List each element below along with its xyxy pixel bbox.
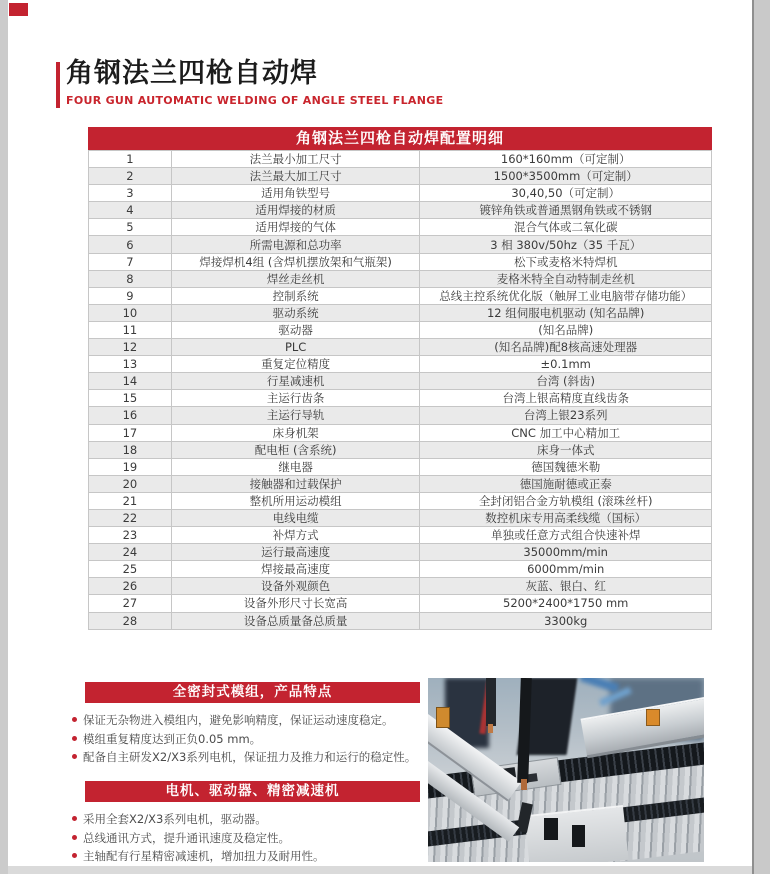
table-row (89, 236, 712, 253)
table-cell-name: 接触器和过载保护 (171, 475, 420, 492)
spec-table-grid (88, 150, 712, 630)
table-cell-name: 整机所用运动模组 (171, 492, 420, 509)
table-cell-no: 8 (89, 270, 172, 287)
feature-section (72, 781, 420, 866)
table-cell-name: 行星减速机 (171, 373, 420, 390)
table-cell-no: 13 (89, 356, 172, 373)
photo-shape (486, 678, 496, 726)
table-cell-no: 28 (89, 612, 172, 629)
table-cell-no: 1 (89, 151, 172, 168)
table-row (89, 544, 712, 561)
table-cell-no: 10 (89, 304, 172, 321)
spec-table (88, 127, 712, 630)
table-row (89, 151, 712, 168)
table-cell-no: 19 (89, 458, 172, 475)
table-cell-value: 台湾上银23系列 (420, 407, 712, 424)
table-cell-no: 17 (89, 424, 172, 441)
table-cell-value: 单独或任意方式组合快速补焊 (420, 527, 712, 544)
table-cell-no: 3 (89, 185, 172, 202)
table-cell-value: 德国施耐德或正泰 (420, 475, 712, 492)
table-cell-no: 26 (89, 578, 172, 595)
table-row (89, 424, 712, 441)
table-cell-name: PLC (171, 339, 420, 356)
table-row (89, 390, 712, 407)
page-margin-bottom (8, 866, 752, 874)
table-cell-no: 4 (89, 202, 172, 219)
table-cell-value: 1500*3500mm（可定制） (420, 168, 712, 185)
table-row (89, 612, 712, 629)
photo-shape (436, 707, 450, 727)
table-row (89, 304, 712, 321)
machine-photo (428, 678, 704, 862)
table-cell-value: 松下或麦格米特焊机 (420, 253, 712, 270)
table-cell-name: 适用角铁型号 (171, 185, 420, 202)
table-cell-no: 20 (89, 475, 172, 492)
table-cell-name: 适用焊接的材质 (171, 202, 420, 219)
table-cell-name: 重复定位精度 (171, 356, 420, 373)
table-cell-name: 所需电源和总功率 (171, 236, 420, 253)
table-cell-name: 电线电缆 (171, 509, 420, 526)
table-cell-name: 焊接焊机4组 (含焊机摆放架和气瓶架) (171, 253, 420, 270)
table-cell-value: 台湾上银高精度直线齿条 (420, 390, 712, 407)
table-cell-value: 混合气体或二氧化碳 (420, 219, 712, 236)
page-margin-left (0, 0, 8, 874)
table-cell-name: 设备外形尺寸长宽高 (171, 595, 420, 612)
brand-mark (9, 3, 28, 16)
table-cell-no: 2 (89, 168, 172, 185)
table-cell-no: 16 (89, 407, 172, 424)
table-cell-value: (知名品牌)配8核高速处理器 (420, 339, 712, 356)
spec-table-body (89, 151, 712, 630)
table-cell-value: CNC 加工中心精加工 (420, 424, 712, 441)
feature-bullet: 采用全套X2/X3系列电机，驱动器。 (72, 810, 420, 829)
photo-shape (646, 709, 660, 726)
table-cell-value: 3300kg (420, 612, 712, 629)
page-subtitle: FOUR GUN AUTOMATIC WELDING OF ANGLE STEEL FLANGE (66, 94, 444, 107)
table-cell-name: 驱动器 (171, 321, 420, 338)
feature-bullet: 模组重复精度达到正负0.05 mm。 (72, 730, 420, 749)
table-cell-value: 35000mm/min (420, 544, 712, 561)
table-cell-name: 驱动系统 (171, 304, 420, 321)
feature-title: 电机、驱动器、精密减速机 (85, 781, 420, 802)
title-accent-rule (56, 62, 60, 108)
table-cell-name: 焊接最高速度 (171, 561, 420, 578)
table-row (89, 356, 712, 373)
feature-bullet: 配备自主研发X2/X3系列电机，保证扭力及推力和运行的稳定性。 (72, 748, 420, 767)
table-cell-no: 21 (89, 492, 172, 509)
photo-shape (572, 825, 586, 847)
table-cell-name: 运行最高速度 (171, 544, 420, 561)
table-cell-name: 焊丝走丝机 (171, 270, 420, 287)
table-cell-no: 9 (89, 287, 172, 304)
table-row (89, 202, 712, 219)
table-cell-no: 27 (89, 595, 172, 612)
table-cell-name: 法兰最小加工尺寸 (171, 151, 420, 168)
table-cell-value: 总线主控系统优化版（触屏工业电脑带存储功能） (420, 287, 712, 304)
table-cell-value: 台湾 (斜齿) (420, 373, 712, 390)
table-cell-name: 主运行导轨 (171, 407, 420, 424)
table-cell-value: ±0.1mm (420, 356, 712, 373)
table-cell-no: 22 (89, 509, 172, 526)
table-cell-no: 5 (89, 219, 172, 236)
table-cell-value: 麦格米特全自动特制走丝机 (420, 270, 712, 287)
table-row (89, 527, 712, 544)
table-cell-name: 配电柜 (含系统) (171, 441, 420, 458)
table-row (89, 168, 712, 185)
table-row (89, 321, 712, 338)
table-row (89, 185, 712, 202)
feature-list (72, 810, 420, 866)
table-cell-name: 法兰最大加工尺寸 (171, 168, 420, 185)
table-cell-name: 适用焊接的气体 (171, 219, 420, 236)
table-cell-name: 补焊方式 (171, 527, 420, 544)
table-cell-name: 继电器 (171, 458, 420, 475)
table-row (89, 219, 712, 236)
table-cell-value: 30,40,50（可定制） (420, 185, 712, 202)
title-block (56, 58, 443, 107)
feature-bullet: 主轴配有行星精密减速机，增加扭力及耐用性。 (72, 847, 420, 866)
table-cell-name: 控制系统 (171, 287, 420, 304)
table-row (89, 270, 712, 287)
table-cell-value: 镀锌角铁或普通黑钢角铁或不锈钢 (420, 202, 712, 219)
feature-bullet: 保证无杂物进入模组内，避免影响精度，保证运动速度稳定。 (72, 711, 420, 730)
table-cell-value: 全封闭铝合金方轨模组 (滚珠丝杆) (420, 492, 712, 509)
page-margin-right (752, 0, 770, 874)
table-cell-value: 德国魏德米勒 (420, 458, 712, 475)
table-row (89, 509, 712, 526)
table-cell-value: 6000mm/min (420, 561, 712, 578)
table-row (89, 492, 712, 509)
table-row (89, 287, 712, 304)
photo-shape (488, 724, 494, 733)
table-row (89, 595, 712, 612)
photo-shape (521, 779, 527, 790)
table-cell-name: 床身机架 (171, 424, 420, 441)
table-cell-no: 6 (89, 236, 172, 253)
table-cell-name: 设备总质量备总质量 (171, 612, 420, 629)
table-cell-no: 14 (89, 373, 172, 390)
table-cell-no: 11 (89, 321, 172, 338)
table-row (89, 253, 712, 270)
table-cell-value: 12 组伺服电机驱动 (知名品牌) (420, 304, 712, 321)
table-cell-no: 15 (89, 390, 172, 407)
table-cell-name: 设备外观颜色 (171, 578, 420, 595)
table-cell-value: 数控机床专用高柔线缆（国标） (420, 509, 712, 526)
table-row (89, 458, 712, 475)
spec-table-title: 角钢法兰四枪自动焊配置明细 (88, 127, 712, 150)
table-cell-name: 主运行齿条 (171, 390, 420, 407)
photo-shape (544, 818, 558, 840)
feature-section (72, 682, 420, 767)
table-cell-no: 25 (89, 561, 172, 578)
table-cell-value: (知名品牌) (420, 321, 712, 338)
table-row (89, 339, 712, 356)
table-row (89, 578, 712, 595)
table-row (89, 561, 712, 578)
feature-list (72, 711, 420, 767)
table-cell-no: 24 (89, 544, 172, 561)
table-cell-no: 12 (89, 339, 172, 356)
table-row (89, 475, 712, 492)
table-cell-no: 23 (89, 527, 172, 544)
table-row (89, 407, 712, 424)
feature-bullet: 总线通讯方式，提升通讯速度及稳定性。 (72, 829, 420, 848)
table-cell-no: 7 (89, 253, 172, 270)
table-cell-value: 3 相 380v/50hz（35 千瓦） (420, 236, 712, 253)
table-cell-no: 18 (89, 441, 172, 458)
table-row (89, 373, 712, 390)
table-cell-value: 灰蓝、银白、红 (420, 578, 712, 595)
page-title: 角钢法兰四枪自动焊 (66, 58, 318, 89)
feature-title: 全密封式模组，产品特点 (85, 682, 420, 703)
table-row (89, 441, 712, 458)
table-cell-value: 160*160mm（可定制） (420, 151, 712, 168)
table-cell-value: 5200*2400*1750 mm (420, 595, 712, 612)
table-cell-value: 床身一体式 (420, 441, 712, 458)
